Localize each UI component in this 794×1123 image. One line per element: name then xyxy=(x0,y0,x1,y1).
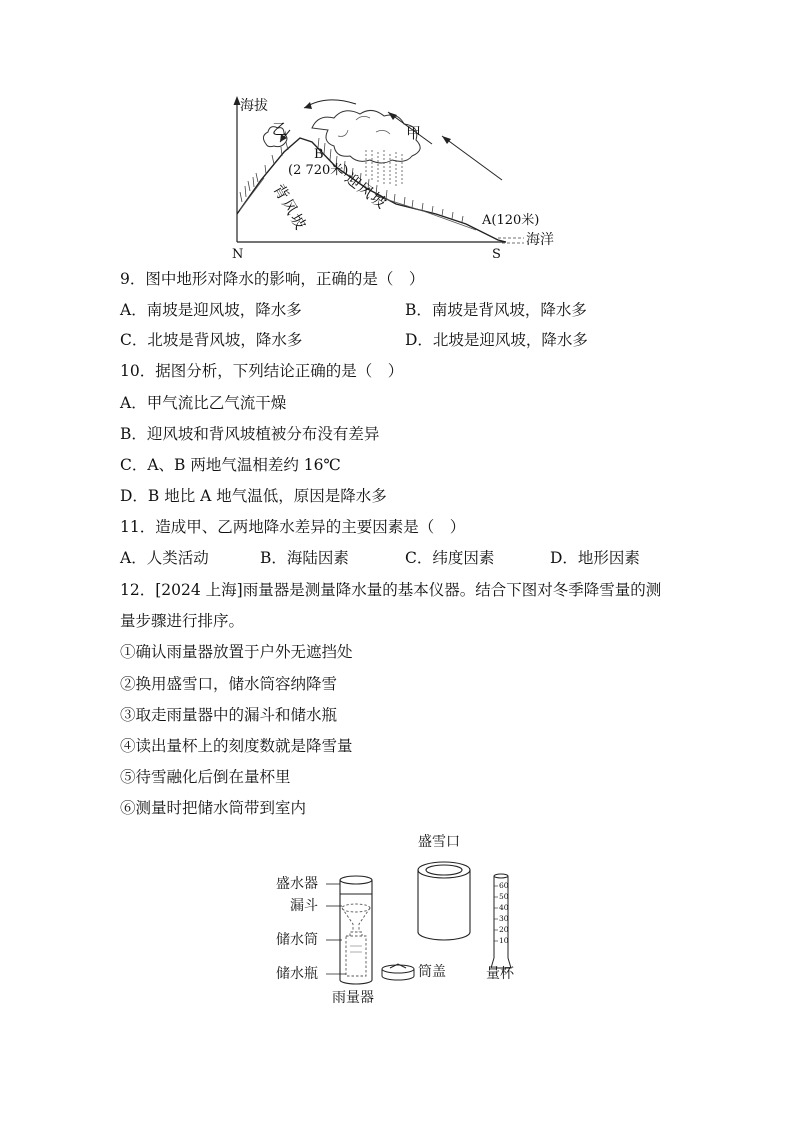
label-storage-bottle: 储水瓶 xyxy=(276,966,318,982)
label-storage-tube: 储水筒 xyxy=(276,932,318,948)
label-windward-slope: 迎风坡 xyxy=(341,168,391,213)
rain-gauge xyxy=(340,876,372,984)
label-north: N xyxy=(232,247,244,262)
altitude-axis-label: 海拔 xyxy=(240,98,268,114)
label-a: A(120米) xyxy=(482,213,540,228)
question-9-option-b: B．南坡是背风坡，降水多 xyxy=(405,301,587,319)
rain-gauge-diagram xyxy=(272,828,528,1012)
label-south: S xyxy=(492,247,501,262)
question-10-option-a: A．甲气流比乙气流干燥 xyxy=(120,394,287,412)
cup-tick-60: 60 xyxy=(499,881,509,890)
question-9-stem: 9．图中地形对降水的影响，正确的是（ ） xyxy=(120,270,425,288)
question-10-option-d: D．B 地比 A 地气温低，原因是降水多 xyxy=(120,487,387,505)
label-yi: 乙 xyxy=(272,120,288,138)
question-11-option-d: D．地形因素 xyxy=(550,549,640,567)
question-10-option-c: C．A、B 两地气温相差约 16℃ xyxy=(120,456,341,474)
snow-mouth-cylinder xyxy=(418,862,470,940)
question-12-stem-line-1: 12．[2024 上海]雨量器是测量降水量的基本仪器。结合下图对冬季降雪量的测 xyxy=(120,581,662,599)
label-leeward-slope: 背风坡 xyxy=(269,181,311,235)
cup-tick-30: 30 xyxy=(499,914,509,923)
question-9-options-row-1 xyxy=(120,300,680,320)
question-9-option-d: D．北坡是迎风坡，降水多 xyxy=(405,331,588,349)
question-12-step-6: ⑥测量时把储水筒带到室内 xyxy=(120,799,307,817)
mountain-diagram xyxy=(226,92,566,262)
cup-tick-50: 50 xyxy=(499,892,509,901)
label-b-height: (2 720米) xyxy=(288,163,349,178)
question-9-options-row-2 xyxy=(120,330,680,350)
question-11-option-c: C．纬度因素 xyxy=(405,549,495,567)
label-snow-mouth: 盛雪口 xyxy=(418,834,460,850)
cup-tick-10: 10 xyxy=(499,936,509,945)
label-funnel: 漏斗 xyxy=(290,898,318,914)
question-9-option-c: C．北坡是背风坡，降水多 xyxy=(120,331,303,349)
question-12-stem-line-2: 量步骤进行排序。 xyxy=(120,612,245,630)
question-12-step-1: ①确认雨量器放置于户外无遮挡处 xyxy=(120,643,353,661)
label-b: B xyxy=(314,147,324,162)
label-cover: 筒盖 xyxy=(418,964,446,980)
question-9-option-a: A．南坡是迎风坡，降水多 xyxy=(120,301,302,319)
leader-lines xyxy=(326,884,346,974)
question-11-option-b: B．海陆因素 xyxy=(260,549,349,567)
question-11-stem: 11．造成甲、乙两地降水差异的主要因素是（ ） xyxy=(120,518,466,536)
question-10-option-b: B．迎风坡和背风坡植被分布没有差异 xyxy=(120,425,380,443)
water-level-marks xyxy=(350,946,362,952)
label-jia: 甲 xyxy=(406,124,422,142)
label-rain-gauge: 雨量器 xyxy=(332,990,374,1006)
cup-tick-40: 40 xyxy=(499,903,509,912)
cup-scale xyxy=(499,881,509,945)
question-12-step-3: ③取走雨量器中的漏斗和储水瓶 xyxy=(120,706,338,724)
gauge-cover xyxy=(382,964,414,980)
question-11-option-a: A．人类活动 xyxy=(120,549,209,567)
question-12-step-2: ②换用盛雪口，储水筒容纳降雪 xyxy=(120,675,338,693)
funnel-outline xyxy=(342,904,370,976)
question-12-step-5: ⑤待雪融化后倒在量杯里 xyxy=(120,768,291,786)
label-ocean: 海洋 xyxy=(526,232,554,248)
cup-tick-marks xyxy=(494,886,498,941)
label-measuring-cup: 量杯 xyxy=(486,966,514,982)
question-10-stem: 10．据图分析，下列结论正确的是（ ） xyxy=(120,362,404,380)
label-water-holder: 盛水器 xyxy=(276,876,318,892)
question-11-options-row xyxy=(120,548,680,568)
cup-tick-20: 20 xyxy=(499,925,509,934)
question-12-step-4: ④读出量杯上的刻度数就是降雪量 xyxy=(120,737,353,755)
